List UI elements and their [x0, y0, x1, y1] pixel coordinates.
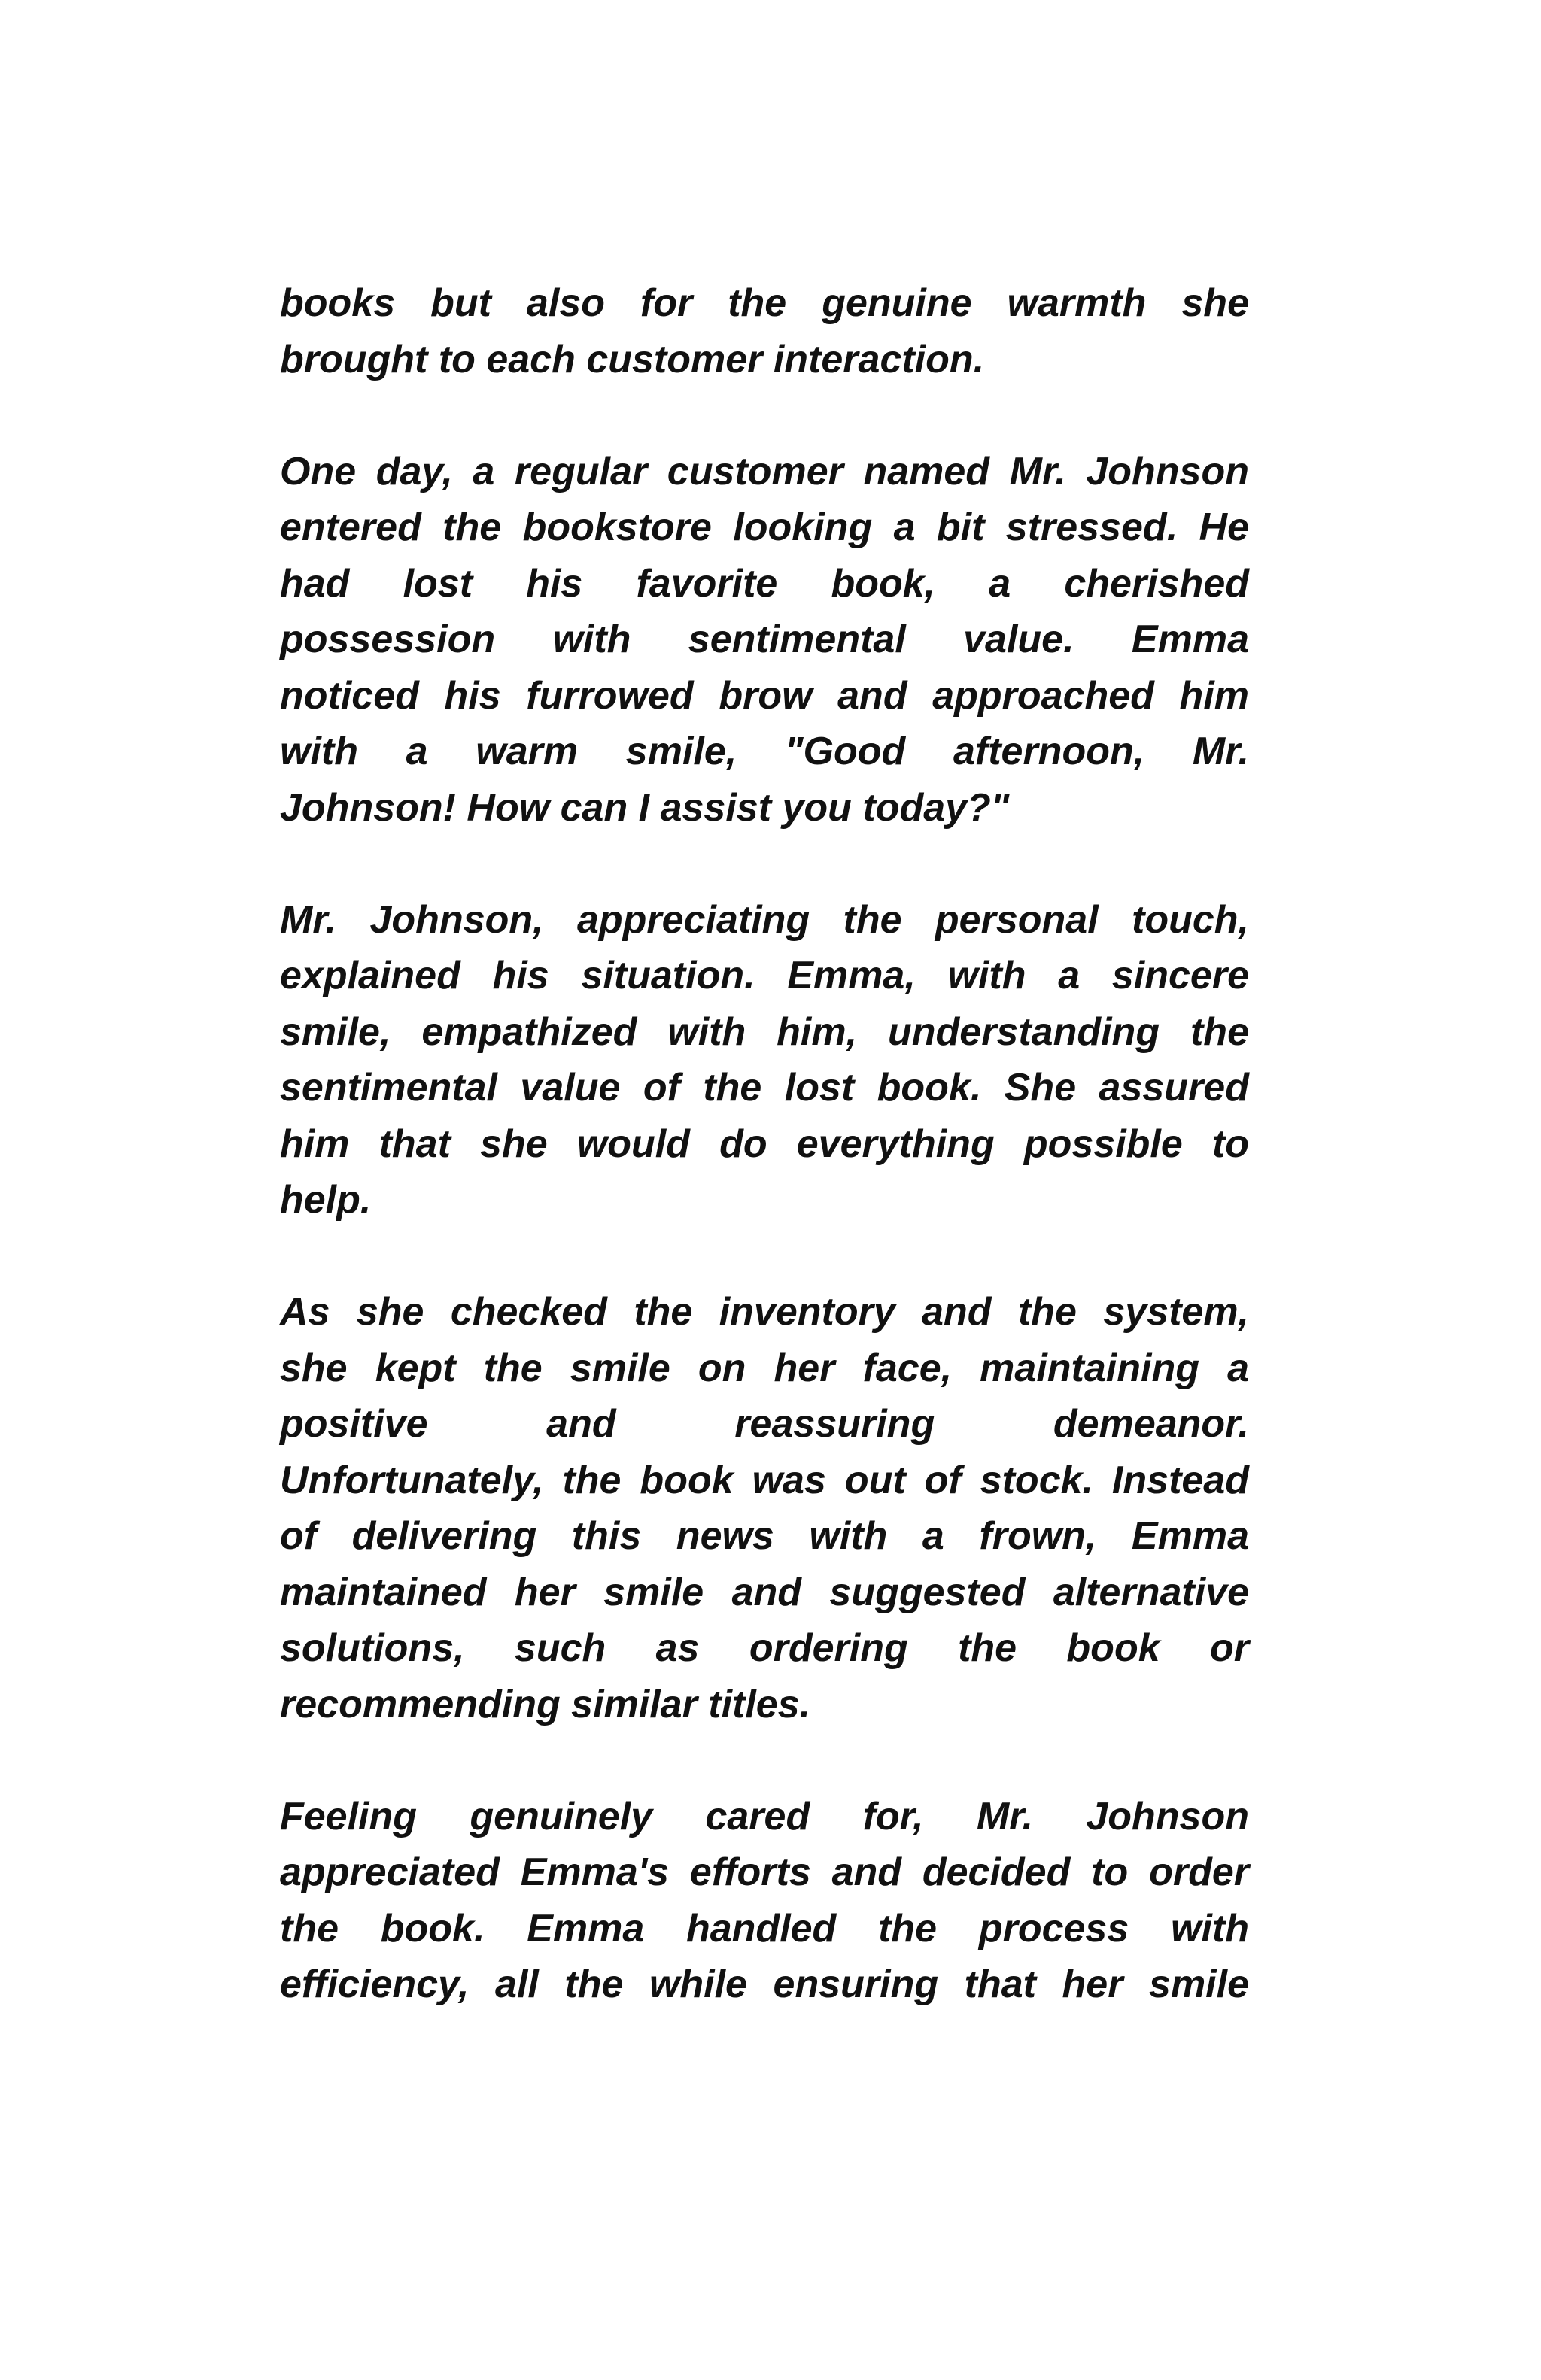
text-line: Johnson! How can I assist you today?"	[280, 785, 1010, 830]
text-line: solutions, such as ordering the book or	[280, 1626, 1249, 1670]
text-line: books but also for the genuine warmth she	[280, 281, 1249, 325]
text-line: possession with sentimental value. Emma	[280, 618, 1249, 661]
paragraph-2	[280, 444, 1249, 836]
text-line: One day, a regular customer named Mr. Johnson	[280, 449, 1249, 493]
text-line: sentimental value of the lost book. She assured	[280, 1066, 1249, 1110]
text-line: positive and reassuring demeanor.	[280, 1402, 1249, 1446]
text-line: with a warm smile, "Good afternoon, Mr.	[280, 730, 1249, 773]
text-line: efficiency, all the while ensuring that her smile	[280, 1963, 1249, 2006]
text-line: noticed his furrowed brow and approached him	[280, 673, 1249, 718]
paragraph-1	[280, 275, 1249, 387]
text-line: explained his situation. Emma, with a sincere	[280, 954, 1249, 997]
text-line: had lost his favorite book, a cherished	[280, 561, 1249, 606]
text-line: smile, empathized with him, understanding the	[280, 1009, 1249, 1054]
body-text	[280, 275, 1249, 2069]
text-line: recommending similar titles.	[280, 1682, 811, 1726]
text-line: maintained her smile and suggested alternative	[280, 1570, 1249, 1614]
text-line: Feeling genuinely cared for, Mr. Johnson	[280, 1794, 1249, 1838]
text-line: brought to each customer interaction.	[280, 337, 985, 381]
paragraph-5	[280, 1789, 1249, 2013]
paragraph-4	[280, 1284, 1249, 1732]
text-line: of delivering this news with a frown, Emma	[280, 1514, 1249, 1558]
text-line: Unfortunately, the book was out of stock. Instead	[280, 1458, 1249, 1502]
text-line: she kept the smile on her face, maintaining a	[280, 1346, 1249, 1390]
text-line: As she checked the inventory and the system,	[280, 1290, 1249, 1334]
text-line: the book. Emma handled the process with	[280, 1906, 1249, 1950]
text-line: help.	[280, 1178, 372, 1222]
paragraph-3	[280, 892, 1249, 1228]
text-line: him that she would do everything possible to	[280, 1122, 1249, 1166]
text-line: appreciated Emma's efforts and decided to order	[280, 1850, 1249, 1894]
text-line: entered the bookstore looking a bit stressed. He	[280, 505, 1249, 549]
text-line: Mr. Johnson, appreciating the personal touch,	[280, 897, 1249, 942]
